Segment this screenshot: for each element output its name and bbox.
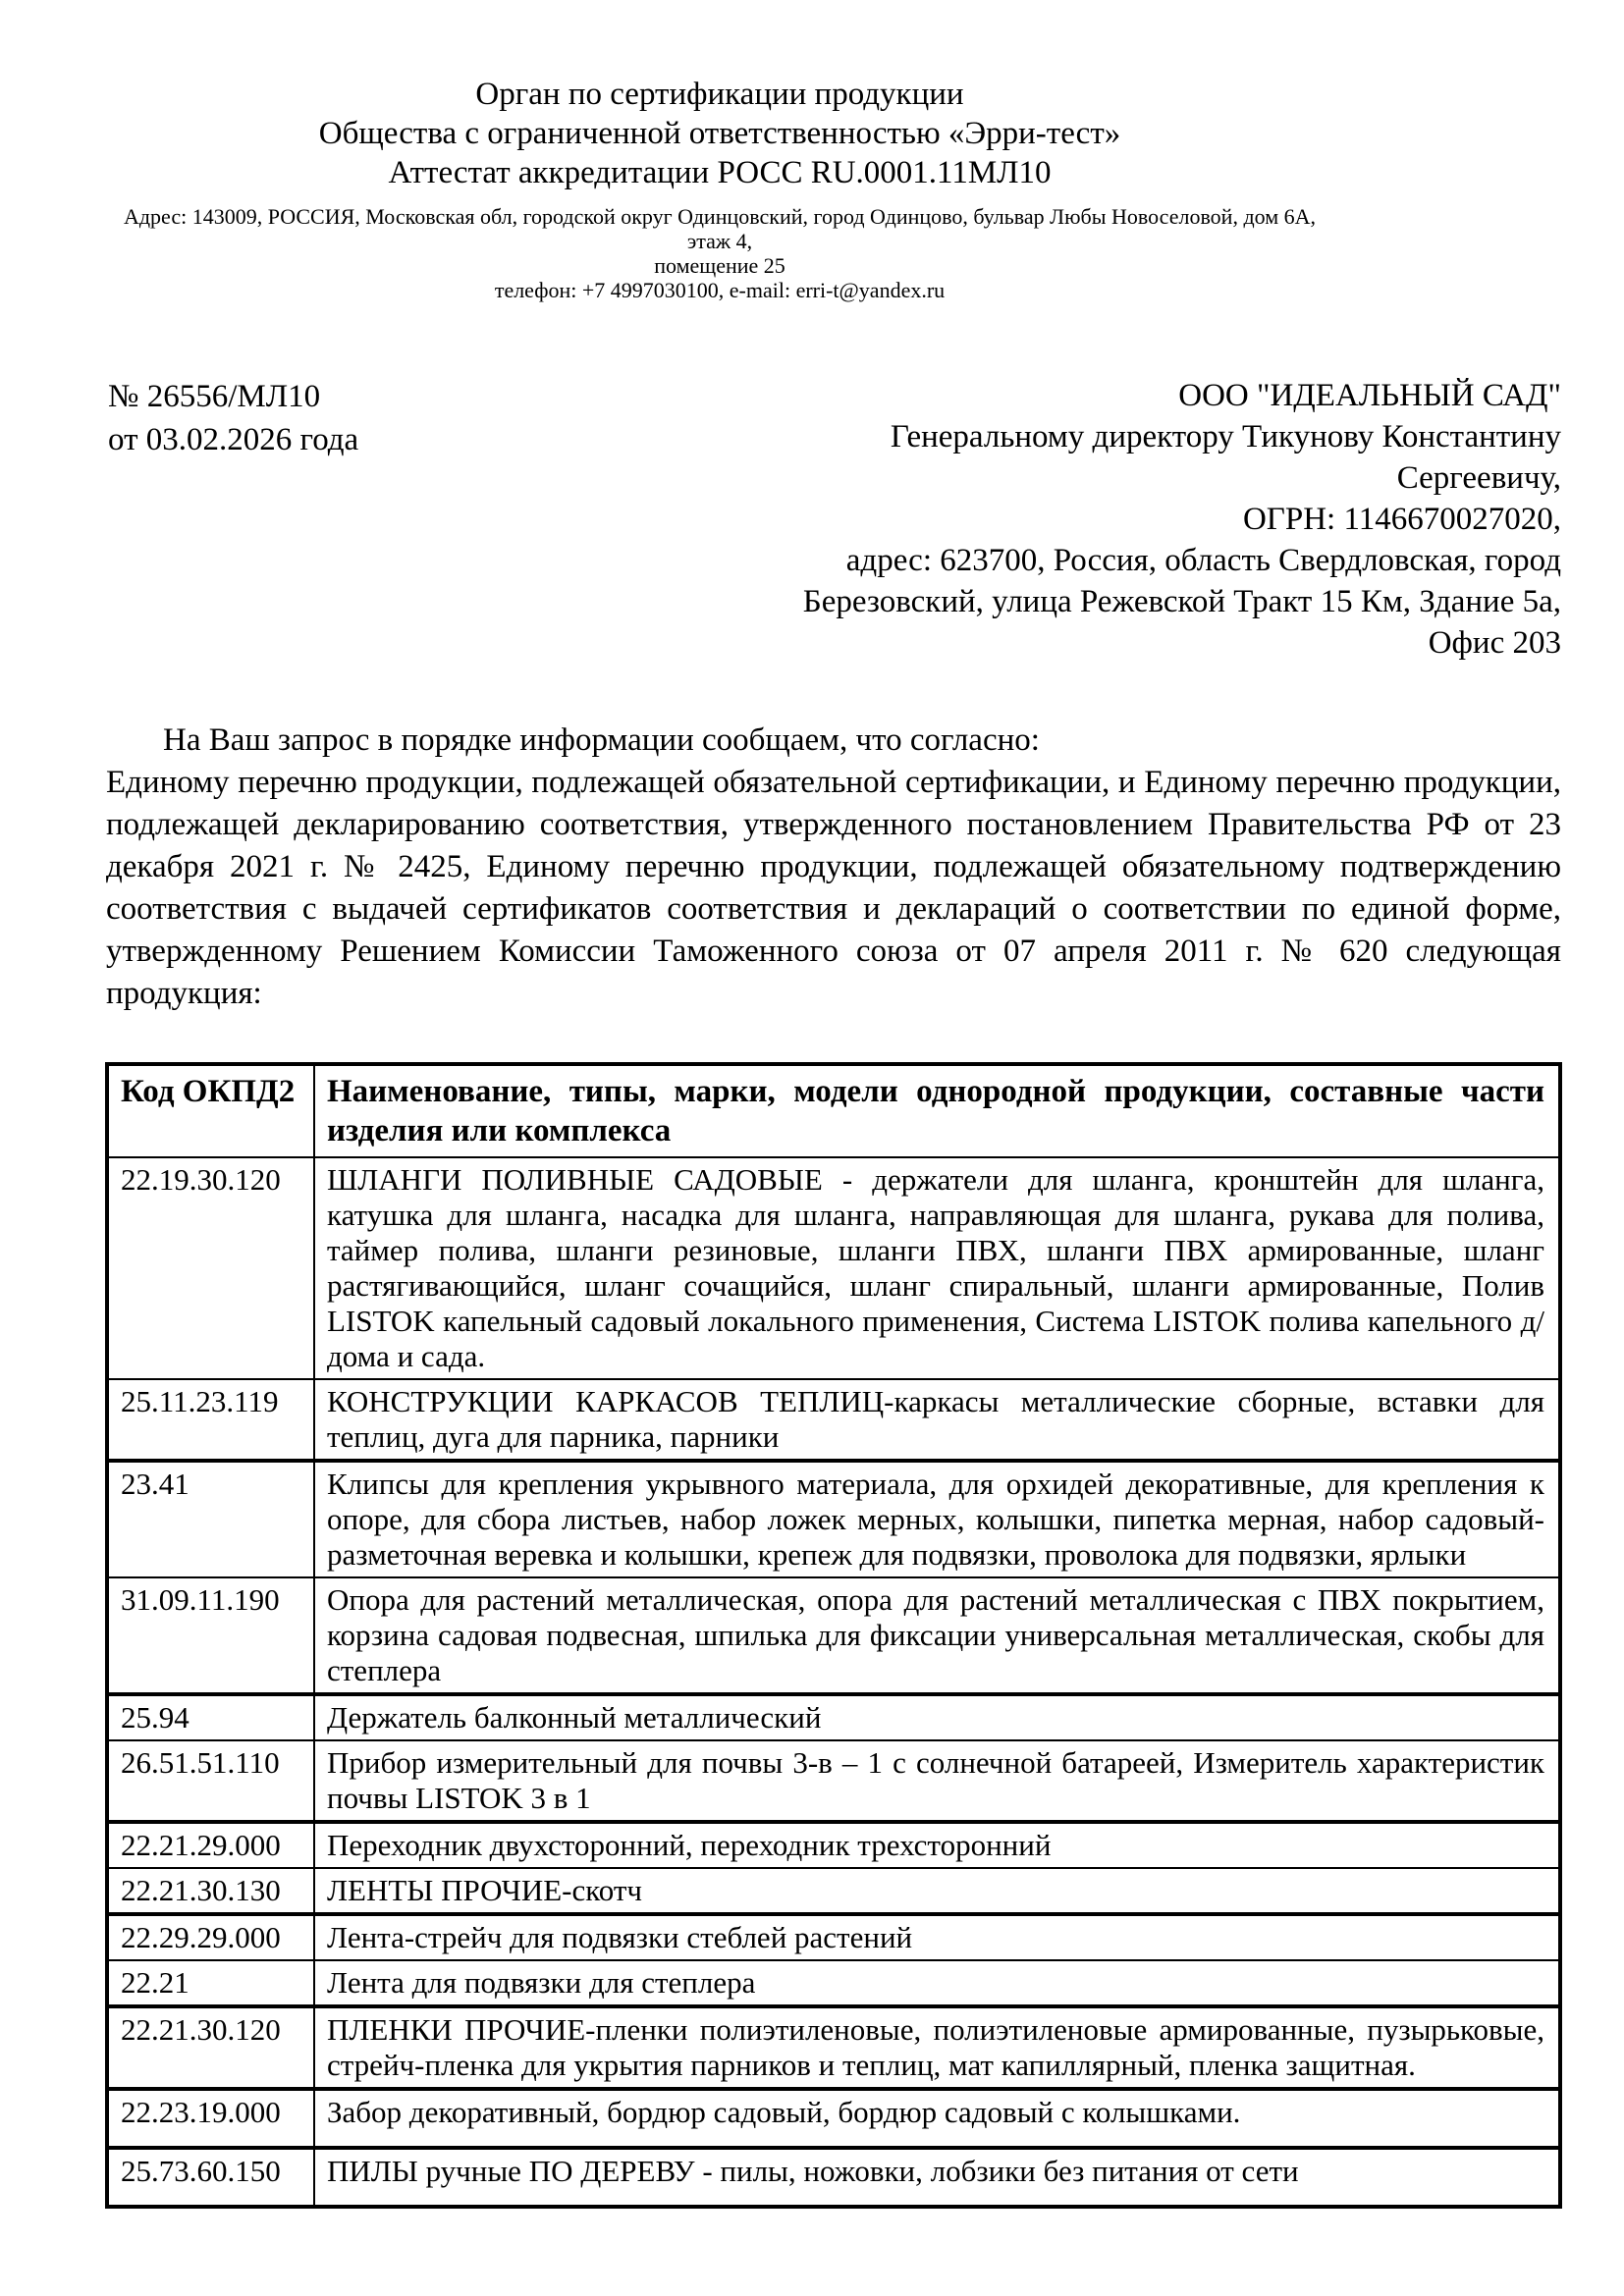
letterhead-address-line2: помещение 25 (654, 253, 785, 278)
letter-paragraph: Единому перечню продукции, подлежащей обязательной сертификации, и Единому перечню продукции, подлежащей декларированию соответствия, утвержденного постановлением Правительства РФ от 23 декабря 2021 г. № 2425, Единому перечню продукции, подлежащей обязательному подтверждению соответствия с выдачей сертификатов соответствия и деклараций о соответствии по единой форме, утвержденному Решением Комиссии Таможенного союза от 07 апреля 2011 г. № 620 следующая продукция: (106, 765, 1561, 1011)
okpd2-code-cell: 22.21 (107, 1960, 314, 2006)
recipient-block (481, 375, 1561, 664)
recipient-line: Офис 203 (1428, 625, 1561, 661)
okpd2-code-cell: 22.29.29.000 (107, 1914, 314, 1960)
product-description-cell: ПИЛЫ ручные ПО ДЕРЕВУ - пилы, ножовки, лобзики без питания от сети (314, 2148, 1560, 2207)
product-table (105, 1062, 1562, 2209)
table-row (107, 1822, 1560, 1868)
letterhead-org-line2: Общества с ограниченной ответственностью «Эрри-тест» (318, 116, 1121, 151)
recipient-line: Березовский, улица Режевской Тракт 15 Км, Здание 5а, (802, 584, 1561, 619)
product-description-cell: Опора для растений металлическая, опора для растений металлическая с ПВХ покрытием, корзина садовая подвесная, шпилька для фиксации универсальная металлическая, скобы для степлера (314, 1577, 1560, 1694)
table-row (107, 1577, 1560, 1694)
okpd2-code-cell: 22.21.29.000 (107, 1822, 314, 1868)
table-row (107, 2006, 1560, 2089)
table-row (107, 1461, 1560, 1577)
table-header-row (107, 1064, 1560, 1157)
header-okpd2-code: Код ОКПД2 (107, 1064, 314, 1157)
table-row (107, 1157, 1560, 1379)
okpd2-code-cell: 23.41 (107, 1461, 314, 1577)
table-row (107, 1740, 1560, 1822)
product-description-cell: Клипсы для крепления укрывного материала, для орхидей декоративные, для крепления к опоре, для сбора листьев, набор ложек мерных, колышки, пипетка мерная, набор садовый-разметочная веревка и колышки, крепеж для подвязки, проволока для подвязки, ярлыки (314, 1461, 1560, 1577)
product-description-cell: ШЛАНГИ ПОЛИВНЫЕ САДОВЫЕ - держатели для шланга, кронштейн для шланга, катушка для шланга, насадка для шланга, направляющая для шланга, рукава для полива, таймер полива, шланги резиновые, шланги ПВХ, шланги ПВХ армированные, шланг растягивающийся, шланг сочащийся, шланг спиральный, шланги армированные, Полив LISTOK капельный садовый локального применения, Система LISTOK полива капельного д/дома и сада. (314, 1157, 1560, 1379)
table-row (107, 2089, 1560, 2148)
product-table-body (107, 1157, 1560, 2207)
okpd2-code-cell: 22.21.30.130 (107, 1868, 314, 1914)
recipient-line: ОГРН: 1146670027020, (1242, 502, 1561, 537)
table-row (107, 1914, 1560, 1960)
table-row (107, 1868, 1560, 1914)
product-description-cell: Переходник двухсторонний, переходник трехсторонний (314, 1822, 1560, 1868)
okpd2-code-cell: 22.19.30.120 (107, 1157, 314, 1379)
okpd2-code-cell: 22.21.30.120 (107, 2006, 314, 2089)
product-description-cell: КОНСТРУКЦИИ КАРКАСОВ ТЕПЛИЦ-каркасы металлические сборные, вставки для теплиц, дуга для парника, парники (314, 1379, 1560, 1461)
okpd2-code-cell: 22.23.19.000 (107, 2089, 314, 2148)
okpd2-code-cell: 26.51.51.110 (107, 1740, 314, 1822)
table-row (107, 1379, 1560, 1461)
letterhead-org-line1: Орган по сертификации продукции (475, 77, 964, 112)
table-row (107, 1960, 1560, 2006)
letter-body (106, 720, 1561, 1015)
table-row (107, 2148, 1560, 2207)
product-description-cell: Забор декоративный, бордюр садовый, бордюр садовый с колышками. (314, 2089, 1560, 2148)
okpd2-code-cell: 25.94 (107, 1694, 314, 1740)
letterhead-address-line1: Адрес: 143009, РОССИЯ, Московская обл, городской округ Одинцовский, город Одинцово, бульвар Любы Новоселовой, дом 6А, этаж 4, (123, 204, 1317, 253)
okpd2-code-cell: 31.09.11.190 (107, 1577, 314, 1694)
recipient-line: адрес: 623700, Россия, область Свердловская, город (845, 543, 1561, 578)
product-description-cell: Прибор измерительный для почвы 3-в – 1 с солнечной батареей, Измеритель характеристик почвы LISTOK 3 в 1 (314, 1740, 1560, 1822)
letterhead-address (106, 204, 1333, 302)
reference-block (108, 375, 358, 461)
product-description-cell: ПЛЕНКИ ПРОЧИЕ-пленки полиэтиленовые, полиэтиленовые армированные, пузырьковые, стрейч-пленка для укрытия парников и теплиц, мат капиллярный, пленка защитная. (314, 2006, 1560, 2089)
product-description-cell: Держатель балконный металлический (314, 1694, 1560, 1740)
product-description-cell: Лента для подвязки для степлера (314, 1960, 1560, 2006)
recipient-line: Генеральному директору Тикунову Константину (890, 419, 1561, 454)
header-product-description: Наименование, типы, марки, модели однородной продукции, составные части изделия или комплекса (314, 1064, 1560, 1157)
letterhead-contact-line: телефон: +7 4997030100, e-mail: erri-t@yandex.ru (494, 278, 946, 302)
okpd2-code-cell: 25.11.23.119 (107, 1379, 314, 1461)
letter-intro: На Ваш запрос в порядке информации сообщаем, что согласно: (163, 722, 1040, 758)
recipient-line: ООО "ИДЕАЛЬНЫЙ САД" (1178, 378, 1561, 413)
okpd2-code-cell: 25.73.60.150 (107, 2148, 314, 2207)
letterhead (106, 75, 1333, 302)
reference-date: от 03.02.2026 года (108, 422, 359, 457)
product-description-cell: ЛЕНТЫ ПРОЧИЕ-скотч (314, 1868, 1560, 1914)
recipient-line: Сергеевичу, (1396, 460, 1561, 496)
letterhead-accreditation: Аттестат аккредитации РОСС RU.0001.11МЛ10 (388, 155, 1052, 190)
product-description-cell: Лента-стрейч для подвязки стеблей растений (314, 1914, 1560, 1960)
table-row (107, 1694, 1560, 1740)
reference-number: № 26556/МЛ10 (108, 379, 321, 414)
